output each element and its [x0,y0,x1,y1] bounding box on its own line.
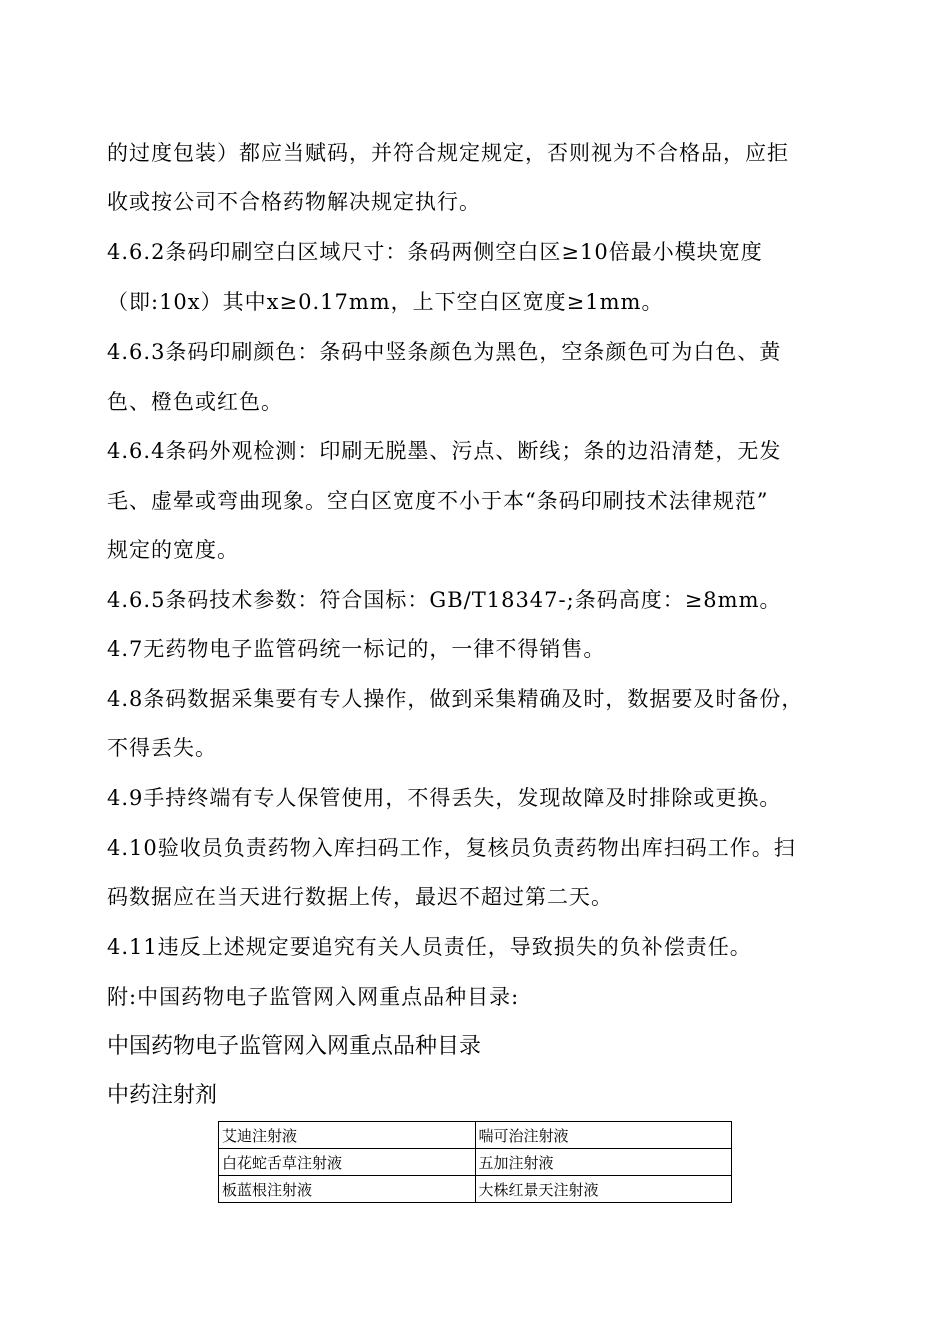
body-line: 4.6.5条码技术参数：符合国标：GB/T18347-;条码高度：≥8mm。 [107,588,782,612]
body-line: 毛、虚晕或弯曲现象。空白区宽度不小于本“条码印刷技术法律规范” [107,489,769,513]
body-line: 的过度包装）都应当赋码，并符合规定规定，否则视为不合格品，应拒 [107,141,789,165]
drug-table [218,1121,732,1203]
body-line: 4.6.4条码外观检测：印刷无脱墨、污点、断线；条的边沿清楚，无发 [107,439,782,463]
table-cell: 艾迪注射液 [219,1122,476,1149]
body-line: 4.6.2条码印刷空白区域尺寸：条码两侧空白区≥10倍最小模块宽度 [107,240,763,264]
table-cell: 白花蛇舌草注射液 [219,1149,476,1176]
table-cell: 五加注射液 [475,1149,732,1176]
body-line: 4.7无药物电子监管码统一标记的，一律不得销售。 [107,637,606,661]
section-title: 中药注射剂 [107,1083,218,1108]
body-line: 附:中国药物电子监管网入网重点品种目录: [107,985,520,1009]
table-cell: 喘可治注射液 [475,1122,732,1149]
body-line: 规定的宽度。 [107,538,239,562]
body-line: 不得丢失。 [107,736,217,760]
body-line: 4.6.3条码印刷颜色：条码中竖条颜色为黑色，空条颜色可为白色、黄 [107,340,782,364]
body-line: 码数据应在当天进行数据上传，最迟不超过第二天。 [107,885,613,909]
body-line: 色、橙色或红色。 [107,390,283,414]
body-line: 4.8条码数据采集要有专人操作，做到采集精确及时，数据要及时备份， [107,687,804,711]
table-cell: 大株红景天注射液 [475,1176,732,1203]
body-line: 4.10验收员负责药物入库扫码工作，复核员负责药物出库扫码工作。扫 [107,836,796,860]
table-row [219,1122,732,1149]
body-line: （即:10x）其中x≥0.17mm，上下空白区宽度≥1mm。 [107,290,664,314]
body-line: 收或按公司不合格药物解决规定执行。 [107,190,481,214]
table-row [219,1176,732,1203]
table-row [219,1149,732,1176]
catalog-title: 中国药物电子监管网入网重点品种目录 [107,1034,482,1059]
body-line: 4.9手持终端有专人保管使用，不得丢失，发现故障及时排除或更换。 [107,786,782,810]
body-line: 4.11违反上述规定要追究有关人员责任，导致损失的负补偿责任。 [107,935,752,959]
table-cell: 板蓝根注射液 [219,1176,476,1203]
